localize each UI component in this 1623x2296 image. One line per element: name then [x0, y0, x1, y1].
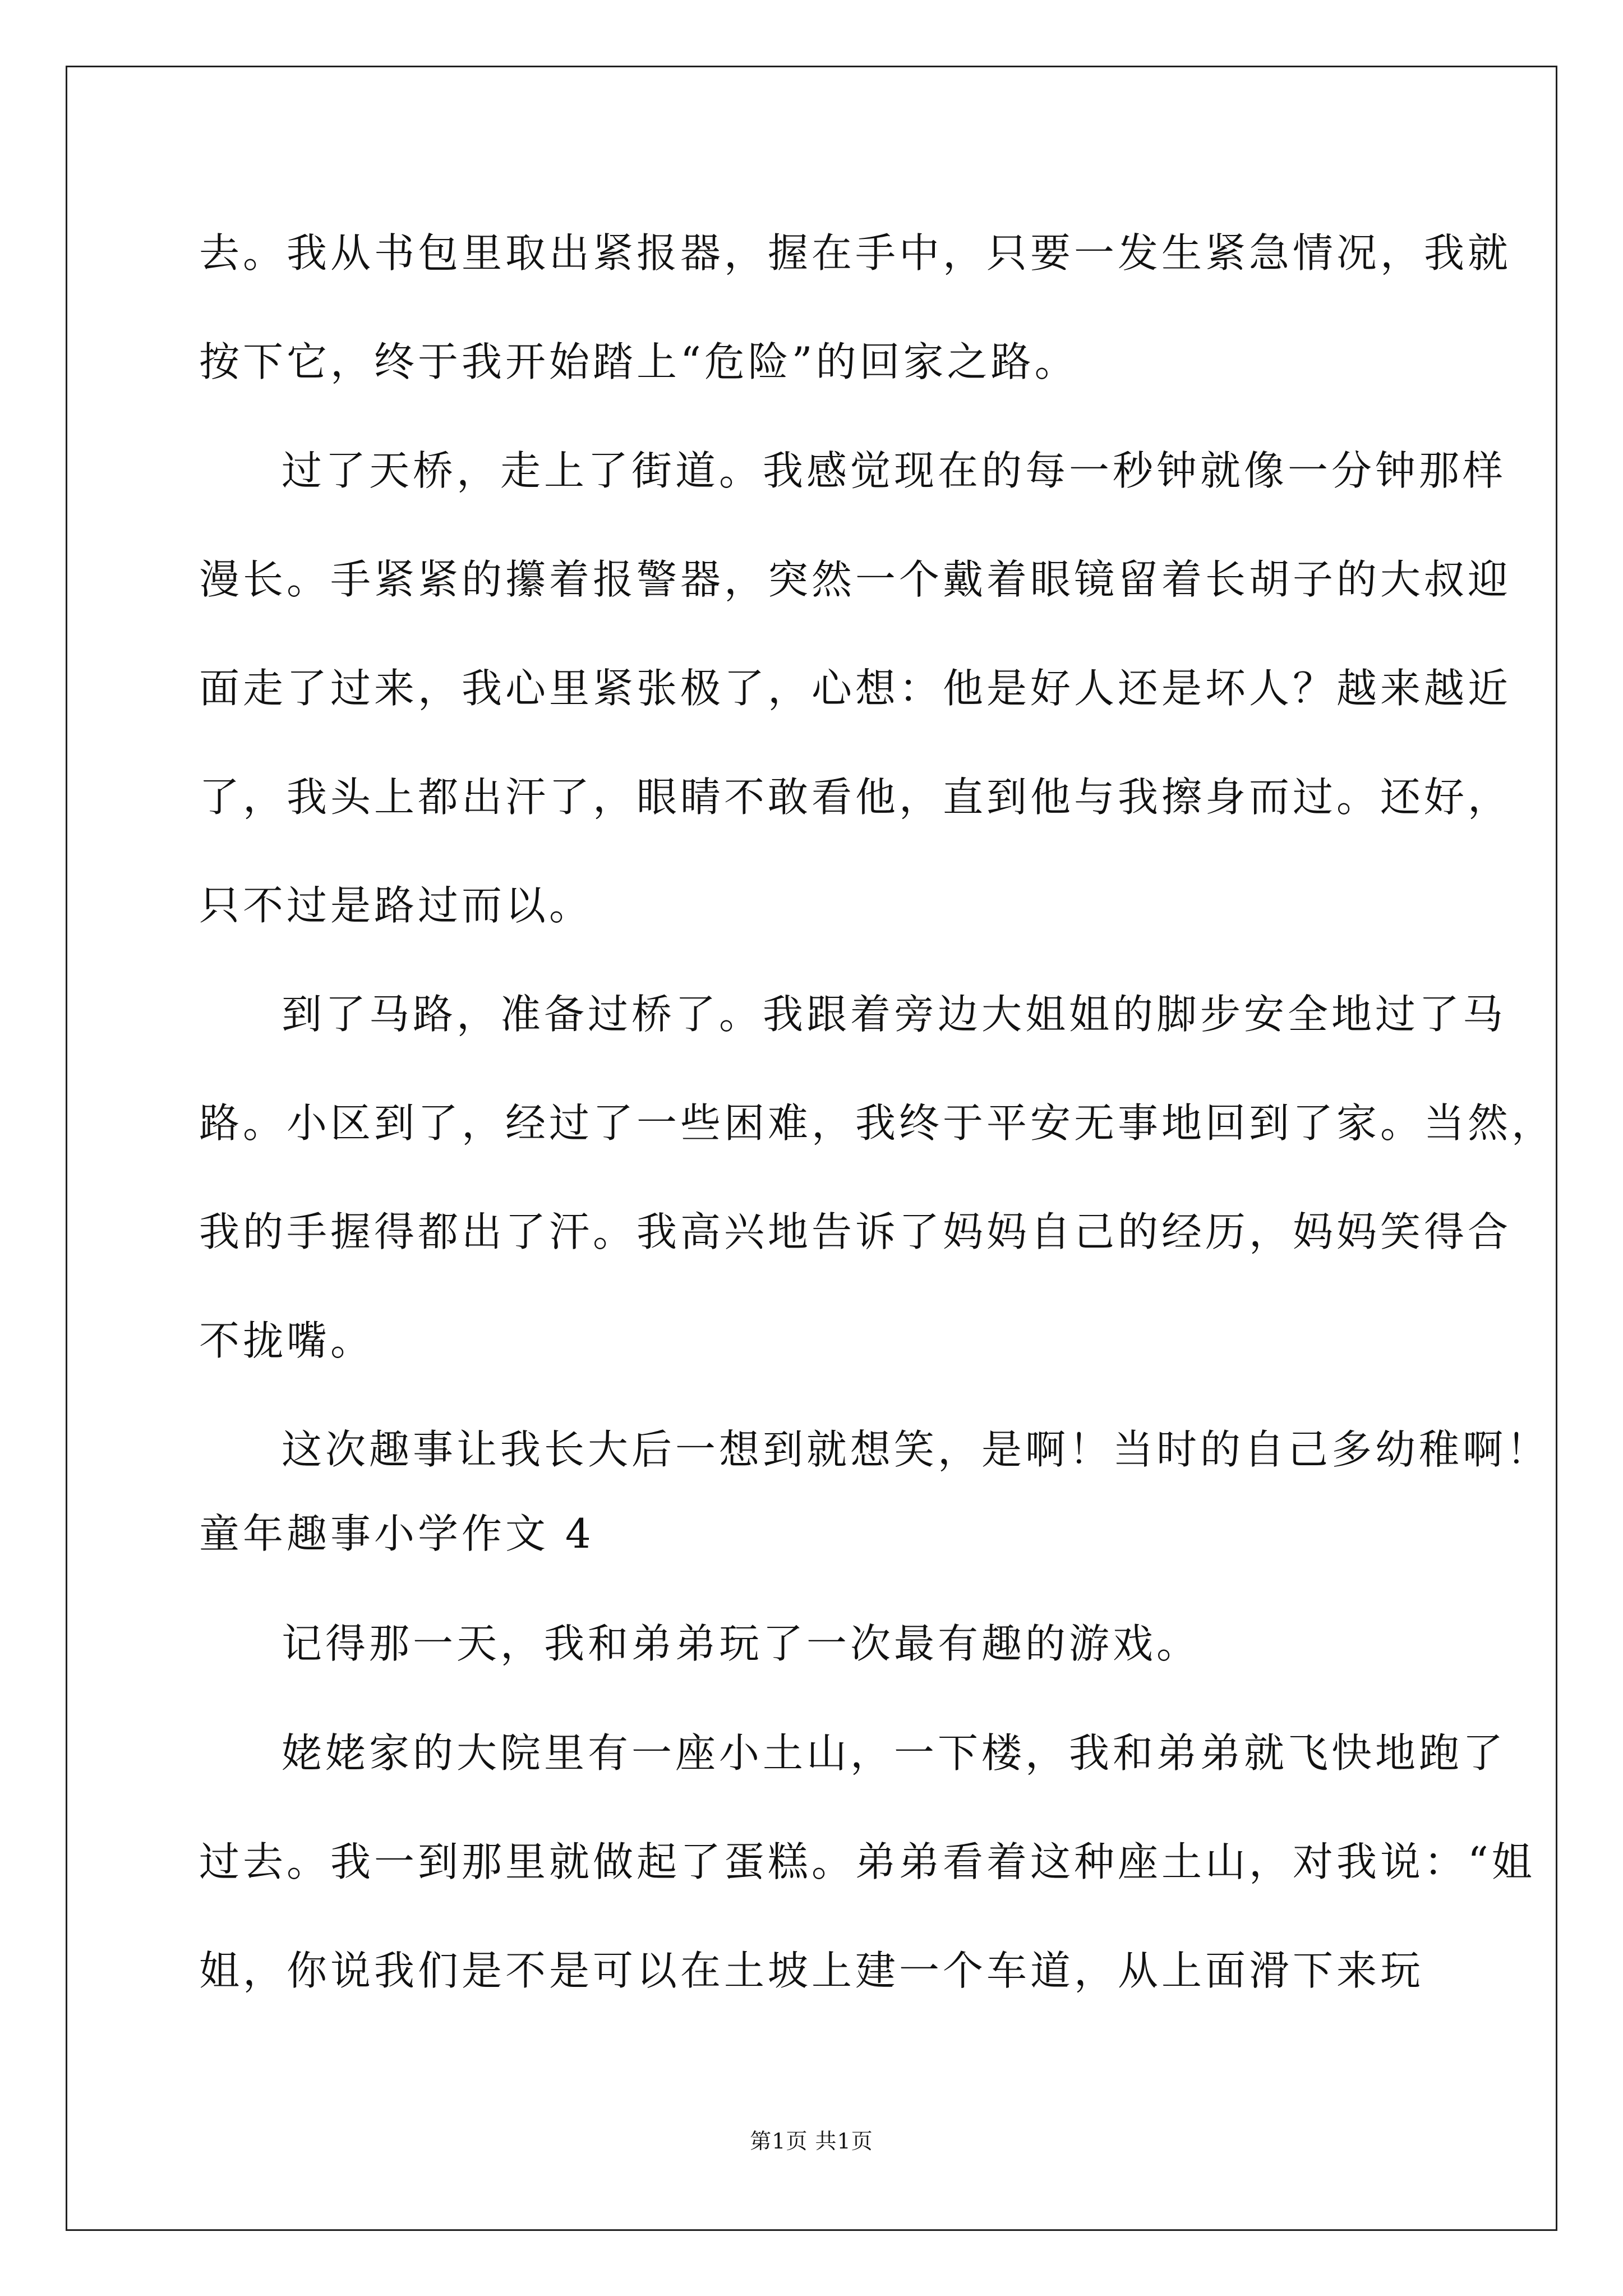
paragraph-start-line: 到了马路，准备过桥了。我跟着旁边大姐姐的脚步安全地过了马: [282, 991, 1507, 1038]
paragraph-start-line: 过了天桥，走上了街道。我感觉现在的每一秒钟就像一分钟那样: [282, 447, 1507, 494]
paragraph-start-line: 这次趣事让我长大后一想到就想笑，是啊！当时的自己多幼稚啊！: [282, 1426, 1551, 1473]
paragraph-start-line: 记得那一天，我和弟弟玩了一次最有趣的游戏。: [282, 1620, 1201, 1667]
text-line-5: 面走了过来，我心里紧张极了，心想：他是好人还是坏人？越来越近: [199, 665, 1512, 712]
text-line-2: 按下它，终于我开始踏上“危险”的回家之路。: [199, 338, 1078, 385]
text-line-4: 漫长。手紧紧的攥着报警器，突然一个戴着眼镜留着长胡子的大叔迎: [199, 556, 1512, 603]
text-line-11: 不拢嘴。: [199, 1317, 375, 1364]
text-line-1: 去。我从书包里取出紧报器，握在手中，只要一发生紧急情况，我就: [199, 229, 1512, 277]
page-footer: 第1页 共1页: [750, 2129, 873, 2154]
text-line-17: 姐，你说我们是不是可以在土坡上建一个车道，从上面滑下来玩: [199, 1947, 1424, 1994]
text-line-7: 只不过是路过而以。: [199, 882, 593, 929]
text-line-10: 我的手握得都出了汗。我高兴地告诉了妈妈自己的经历，妈妈笑得合: [199, 1208, 1512, 1255]
text-line-6: 了，我头上都出汗了，眼睛不敢看他，直到他与我擦身而过。还好，: [199, 774, 1512, 821]
paragraph-start-line: 姥姥家的大院里有一座小土山，一下楼，我和弟弟就飞快地跑了: [282, 1729, 1507, 1777]
text-line-16: 过去。我一到那里就做起了蛋糕。弟弟看着这种座土山，对我说：“姐: [199, 1838, 1536, 1885]
section-heading: 童年趣事小学作文 4: [199, 1510, 594, 1557]
text-line-9: 路。小区到了，经过了一些困难，我终于平安无事地回到了家。当然，: [199, 1099, 1556, 1147]
